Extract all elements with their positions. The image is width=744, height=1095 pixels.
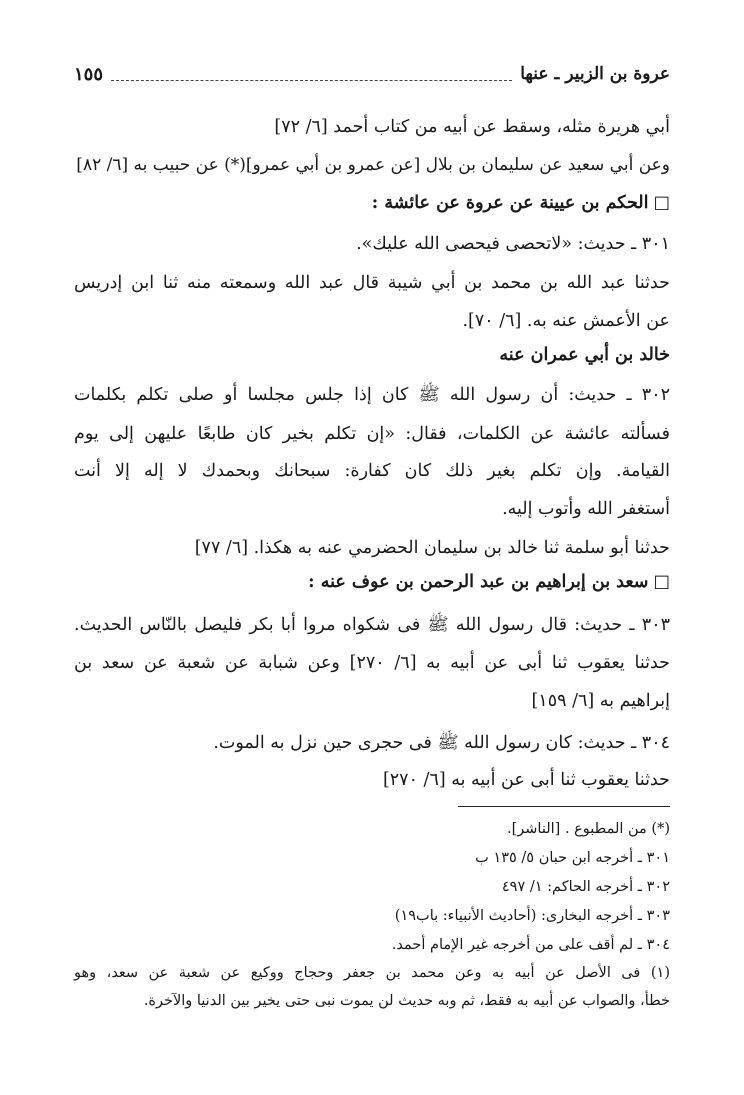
text-line: حدثنا يعقوب ثنا أبى عن أبيه به [٦/ ٢٧٠] xyxy=(382,770,670,790)
footnote: (*) من المطبوع . [الناشر]. xyxy=(507,821,670,837)
header-rule xyxy=(111,80,512,81)
hadith-line: ٣٠٣ ـ حديث: قال رسول الله ﷺ فى شكواه مروا أبا بكر فليصل بالنّاس الحديث. xyxy=(74,615,670,635)
text-line: أستغفر الله وأتوب إليه. xyxy=(502,499,670,519)
text-line: القيامة. وإن تكلم بغير ذلك كان كفارة: سبحانك وبحمدك لا إله إلا أنت xyxy=(74,461,670,481)
footnote: خطأ، والصواب عن أبيه به فقط، ثم وبه حديث لن يموت نبى حتى يخير بين الدنيا والآخرة. xyxy=(143,993,670,1009)
section-heading: □ سعد بن إبراهيم بن عبد الرحمن بن عوف عنه : xyxy=(308,567,670,597)
page-number: ١٥٥ xyxy=(74,63,104,85)
text-line: حدثنا عبد الله بن محمد بن أبي شيبة قال عبد الله وسمعته منه ثنا ابن إدريس xyxy=(74,273,670,293)
text-line: أبي هريرة مثله، وسقط عن أبيه من كتاب أحمد [٦/ ٧٢] xyxy=(274,117,670,137)
footnote: ٣٠٤ ـ لم أقف على من أخرجه غير الإمام أحمد. xyxy=(391,937,670,953)
text-line: حدثنا أبو سلمة ثنا خالد بن سليمان الحضرمي عنه به هكذا. [٦/ ٧٧] xyxy=(194,538,670,558)
running-title: عروة بن الزبير ـ عنها xyxy=(520,64,670,84)
hadith-line: ٣٠١ ـ حديث: «لاتحصى فيحصى الله عليك». xyxy=(356,234,670,254)
text-line: حدثنا يعقوب ثنا أبى عن أبيه به [٦/ ٢٧٠] وعن شبابة عن شعبة عن سعد بن xyxy=(74,653,670,673)
section-heading: □ الحكم بن عيينة عن عروة عن عائشة : xyxy=(372,188,670,218)
footnote-separator xyxy=(458,806,670,807)
text-line: وعن أبي سعيد عن سليمان بن بلال [عن عمرو بن أبي عمرو](*) عن حبيب به [٦/ ٨٢] xyxy=(76,155,670,175)
footnote: ٣٠٣ ـ أخرجه البخارى: (أحاديث الأنبياء: باب١٩) xyxy=(394,908,670,924)
section-heading: خالد بن أبي عمران عنه xyxy=(499,345,670,365)
footnote: ٣٠٢ ـ أخرجه الحاكم: ١/ ٤٩٧ xyxy=(501,879,670,895)
page-header xyxy=(74,60,670,88)
footnote: ٣٠١ ـ أخرجه ابن حبان ٥/ ١٣٥ ب xyxy=(475,850,670,866)
text-line: عن الأعمش عنه به. [٦/ ٧٠]. xyxy=(462,311,670,331)
hadith-line: ٣٠٢ ـ حديث: أن رسول الله ﷺ كان إذا جلس مجلسا أو صلى تكلم بكلمات xyxy=(74,385,670,405)
hadith-line: ٣٠٤ ـ حديث: كان رسول الله ﷺ فى حجرى حين نزل به الموت. xyxy=(213,733,670,753)
text-line: إبراهيم به [٦/ ١٥٩] xyxy=(531,691,670,711)
footnote: (١) فى الأصل عن أبيه به وعن محمد بن جعفر وحجاج ووكيع عن شعبة عن سعد، وهو xyxy=(74,965,670,981)
text-line: فسألته عائشة عن الكلمات، فقال: «إن تكلم بخير كان طابعًا عليهن إلى يوم xyxy=(74,424,670,444)
